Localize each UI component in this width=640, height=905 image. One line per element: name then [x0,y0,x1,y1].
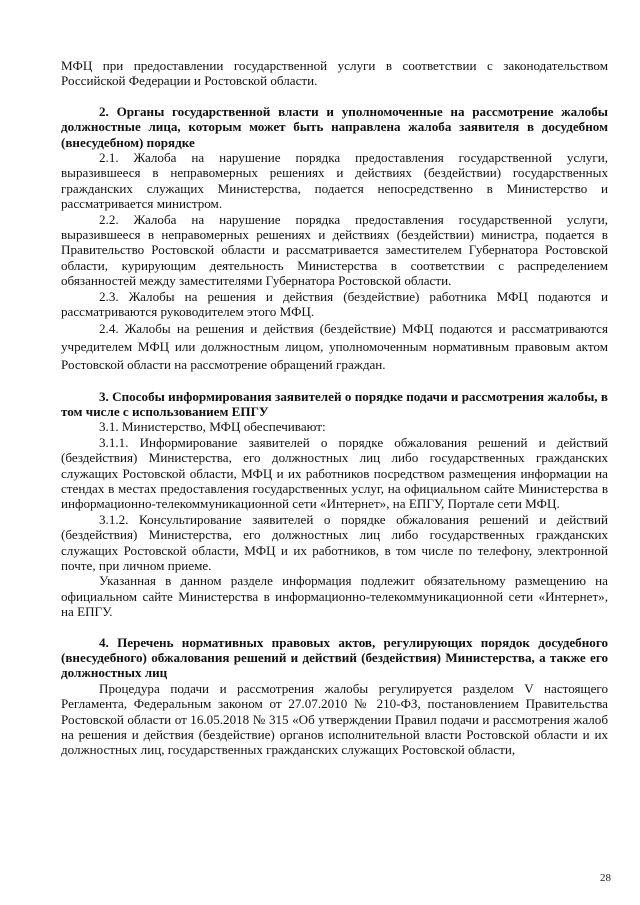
section-2-paragraph-3: 2.3. Жалобы на решения и действия (бездействие) работника МФЦ подаются и рассматриваются руководителем этого МФЦ. [61,288,608,320]
section-2-paragraph-4: 2.4. Жалобы на решения и действия (бездействие) МФЦ подаются и рассматриваются учредителем МФЦ или должностным лицом, уполномоченным нормативным правовым актом Ростовской области на рассмотрение обращений граждан. [61,320,608,372]
spacer [61,89,608,104]
section-4-paragraph-1: Процедура подачи и рассмотрения жалобы регулируется разделом V настоящего Регламента, Федеральным законом от 27.07.2010 № 210-ФЗ, постановлением Правительства Ростовской области от 16.05.2018 № 315 «Об утверждении Правил подачи и рассмотрения жалоб на решения и действия (бездействие) органов исполнительной власти Ростовской области и их должностных лиц, государственных гражданских служащих Ростовской области, [61,680,608,758]
section-3-heading: 3. Способы информирования заявителей о порядке подачи и рассмотрения жалобы, в том числе с использованием ЕПГУ [61,388,608,419]
spacer [61,620,608,635]
section-4-heading: 4. Перечень нормативных правовых актов, регулирующих порядок досудебного (внесудебного) обжалования решений и действий (бездействия) Министерства, а также его должностных лиц [61,634,608,681]
page-number: 28 [600,872,611,884]
section-3-paragraph-1: 3.1. Министерство, МФЦ обеспечивают: [99,419,326,435]
section-2-paragraph-2: 2.2. Жалоба на нарушение порядка предоставления государственной услуги, выразившееся в неправомерных решениях и действиях (бездействии) министра, подается в Правительство Ростовской области и рассматривается заместителем Губернатора Ростовской области, курирующим деятельность Министерства в соответствии с распределением обязанностей между заместителями Губернатора Ростовской области. [61,211,608,289]
page-content [61,58,608,758]
section-2-paragraph-1: 2.1. Жалоба на нарушение порядка предоставления государственной услуги, выразившееся в неправомерных решениях и действиях (бездействии) государственных гражданских служащих Министерства, подается непосредственно в Министерство и рассматривается министром. [61,150,608,212]
intro-paragraph: МФЦ при предоставлении государственной услуги в соответствии с законодательством Российской Федерации и Ростовской области. [61,58,608,89]
section-3-paragraph-4: Указанная в данном разделе информация подлежит обязательному размещению на официальном сайте Министерства в информационно-телекоммуникационной сети «Интернет», на ЕПГУ. [61,573,608,620]
section-2-heading: 2. Органы государственной власти и уполномоченные на рассмотрение жалобы должностные лица, которым может быть направлена жалоба заявителя в досудебном (внесудебном) порядке [61,103,608,150]
spacer [61,374,608,389]
section-3-paragraph-2: 3.1.1. Информирование заявителей о порядке обжалования решений и действий (бездействия) Министерства, его должностных лиц либо государственных гражданских служащих Ростовской области, МФЦ и их работников посредством размещения информации на стендах в местах предоставления государственных услуг, на официальном сайте Министерства в информационно-телекоммуникационной сети «Интернет», на ЕПГУ, Портале сети МФЦ. [61,434,608,512]
section-3-paragraph-3: 3.1.2. Консультирование заявителей о порядке обжалования решений и действий (бездействия) Министерства, его должностных лиц либо государственных гражданских служащих Ростовской области, МФЦ и их работников, в том числе по телефону, электронной почте, при личном приеме. [61,511,608,573]
